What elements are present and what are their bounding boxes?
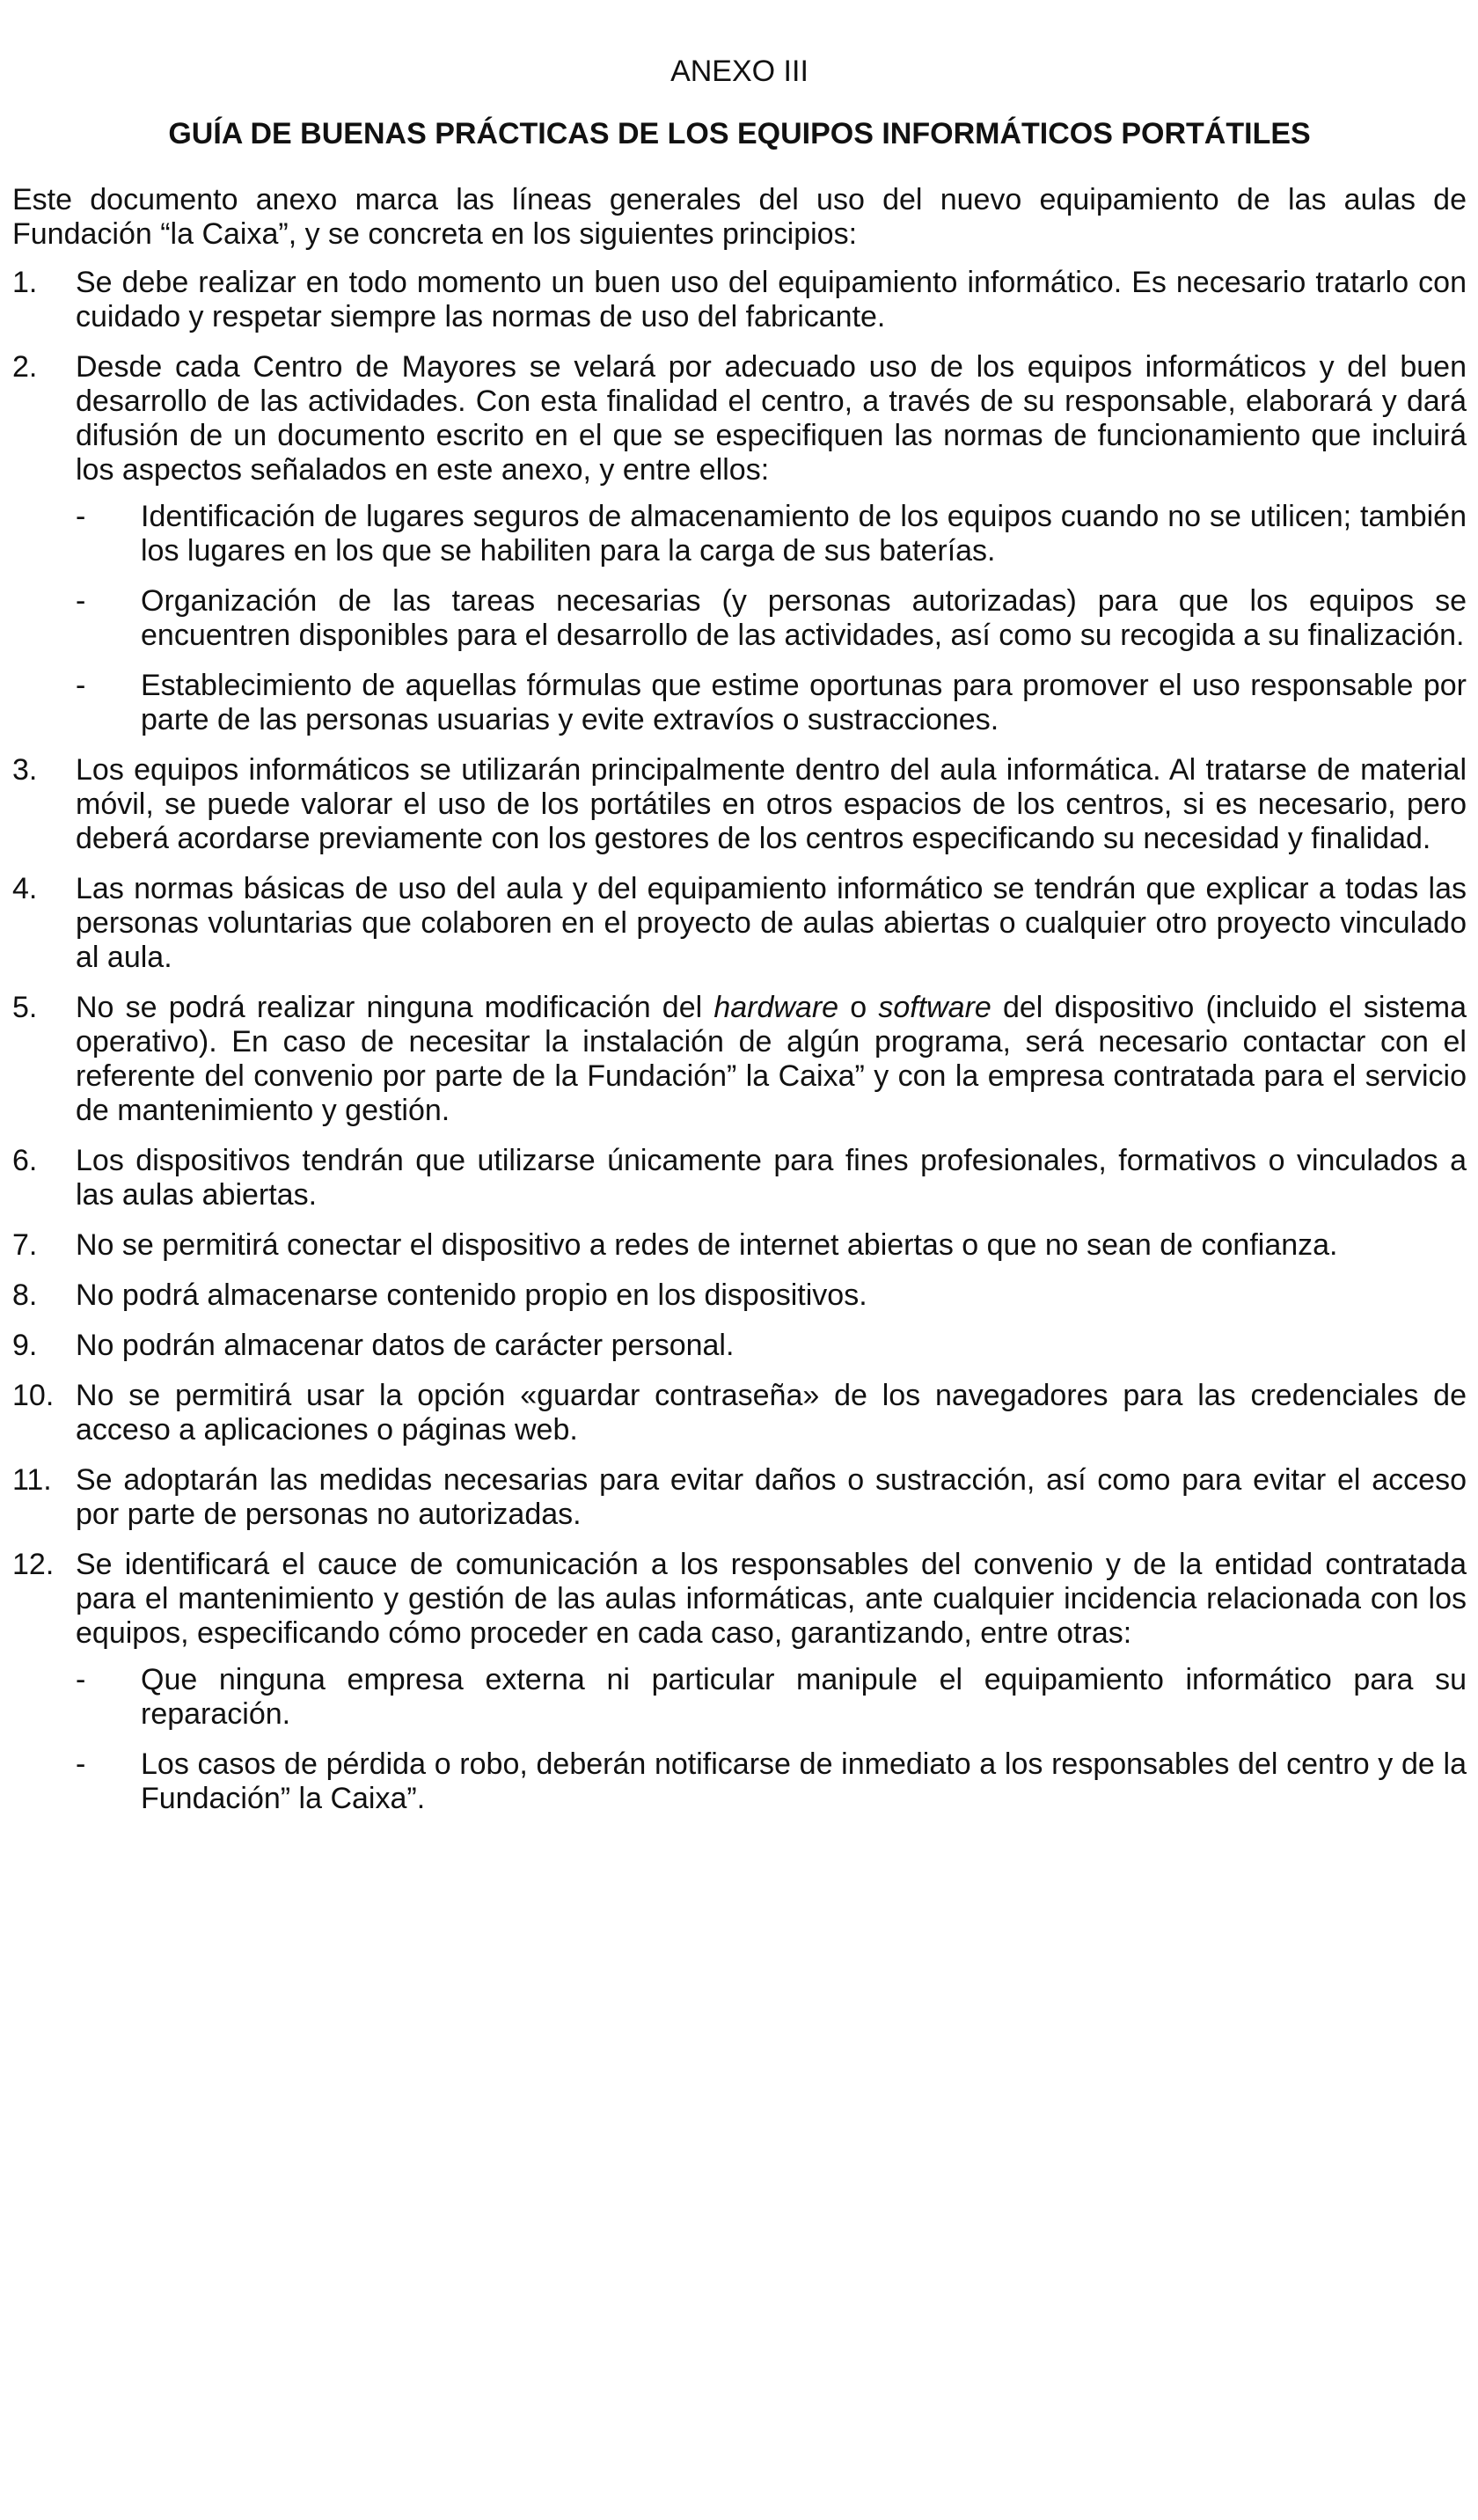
list-item-1 [12,266,1467,334]
item-number: 5. [12,991,38,1024]
italic-term-hardware: hardware [713,991,839,1024]
item-number: 1. [12,266,38,299]
dash-bullet: - [76,500,86,533]
dash-bullet: - [76,1747,86,1781]
italic-term-software: software [878,991,991,1024]
item-text: Se adoptarán las medidas necesarias para evitar daños o sustracción, así como para evitar el acceso por parte de personas no autorizadas. [76,1463,1467,1531]
item-number: 6. [12,1144,38,1177]
sub-list [76,1663,1467,1816]
list-item-3 [12,753,1467,856]
list-item-7 [12,1228,1467,1263]
item-number: 2. [12,350,38,384]
item-text: No se permitirá usar la opción «guardar contraseña» de los navegadores para las credenciales de acceso a aplicaciones o páginas web. [76,1379,1467,1447]
item-number: 9. [12,1329,38,1362]
item-number: 12. [12,1548,55,1581]
item-text [76,991,1467,1128]
item-body [76,350,1467,737]
sub-item-text: Identificación de lugares seguros de almacenamiento de los equipos cuando no se utilicen; también los lugares en los que se habiliten para la carga de sus baterías. [141,500,1467,568]
sub-item [76,1663,1467,1732]
sub-item [76,584,1467,653]
text-segment: del dispositivo (incluido el sistema operativo). En caso de necesitar la instalación de algún programa, será necesario contactar con el referente del convenio por parte de la Fundación” la Caixa” y con la empresa contratada para el servicio de mantenimiento y gestión. [76,991,1467,1127]
list-item-9 [12,1329,1467,1363]
dash-bullet: - [76,669,86,702]
item-body [76,1548,1467,1816]
list-item-6 [12,1144,1467,1212]
item-text: No podrán almacenar datos de carácter personal. [76,1329,735,1362]
item-number: 7. [12,1228,38,1262]
list-item-5 [12,991,1467,1128]
list-item-10 [12,1379,1467,1447]
item-number: 4. [12,872,38,905]
item-text: Se identificará el cauce de comunicación a los responsables del convenio y de la entidad contratada para el mantenimiento y gestión de las aulas informáticas, ante cualquier incidencia relacionada con los equipos, especificando cómo proceder en cada caso, garantizando, entre otras: [76,1548,1467,1650]
sub-item-text: Los casos de pérdida o robo, deberán notificarse de inmediato a los responsables del centro y de la Fundación” la Caixa”. [141,1747,1467,1815]
list-item-2 [12,350,1467,737]
list-item-12 [12,1548,1467,1816]
item-number: 8. [12,1278,38,1312]
text-segment: No se podrá realizar ninguna modificación del [76,991,714,1024]
item-number: 11. [12,1463,52,1497]
sub-item-text: Establecimiento de aquellas fórmulas que estime oportunas para promover el uso responsable por parte de las personas usuarias y evite extravíos o sustracciones. [141,669,1467,736]
item-text: No podrá almacenarse contenido propio en los dispositivos. [76,1278,867,1312]
sub-item [76,1747,1467,1816]
item-text: Los equipos informáticos se utilizarán principalmente dentro del aula informática. Al tratarse de material móvil, se puede valorar el uso de los portátiles en otros espacios de los centros, si es necesario, pero deberá acordarse previamente con los gestores de los centros especificando su necesidad y finalidad. [76,753,1467,855]
document-page [12,55,1467,1832]
intro-paragraph: Este documento anexo marca las líneas generales del uso del nuevo equipamiento de las aulas de Fundación “la Caixa”, y se concreta en los siguientes principios: [12,183,1467,251]
list-item-8 [12,1278,1467,1313]
sub-item-text: Organización de las tareas necesarias (y personas autorizadas) para que los equipos se encuentren disponibles para el desarrollo de las actividades, así como su recogida a su finalización. [141,584,1467,652]
list-item-4 [12,872,1467,975]
sub-item [76,669,1467,737]
dash-bullet: - [76,1663,86,1696]
sub-list [76,500,1467,737]
sub-item [76,500,1467,568]
item-text: Las normas básicas de uso del aula y del equipamiento informático se tendrán que explicar a todas las personas voluntarias que colaboren en el proyecto de aulas abiertas o cualquier otro proyecto vinculado al aula. [76,872,1467,974]
dash-bullet: - [76,584,86,618]
sub-item-text: Que ninguna empresa externa ni particular manipule el equipamiento informático para su reparación. [141,1663,1467,1731]
item-text: Los dispositivos tendrán que utilizarse únicamente para fines profesionales, formativos o vinculados a las aulas abiertas. [76,1144,1467,1212]
item-text: Desde cada Centro de Mayores se velará por adecuado uso de los equipos informáticos y del buen desarrollo de las actividades. Con esta finalidad el centro, a través de su responsable, elaborará y dará difusión de un documento escrito en el que se especifiquen las normas de funcionamiento que incluirá los aspectos señalados en este anexo, y entre ellos: [76,350,1467,487]
item-text: Se debe realizar en todo momento un buen uso del equipamiento informático. Es necesario tratarlo con cuidado y respetar siempre las normas de uso del fabricante. [76,266,1467,333]
item-number: 3. [12,753,38,787]
list-item-11 [12,1463,1467,1532]
item-text: No se permitirá conectar el dispositivo a redes de internet abiertas o que no sean de confianza. [76,1228,1338,1262]
annex-label: ANEXO III [670,55,809,88]
text-segment: o [838,991,879,1024]
item-number: 10. [12,1379,55,1412]
document-title: GUÍA DE BUENAS PRÁCTICAS DE LOS EQUIPOS INFORMÁTICOS PORTÁTILES [168,117,1311,150]
